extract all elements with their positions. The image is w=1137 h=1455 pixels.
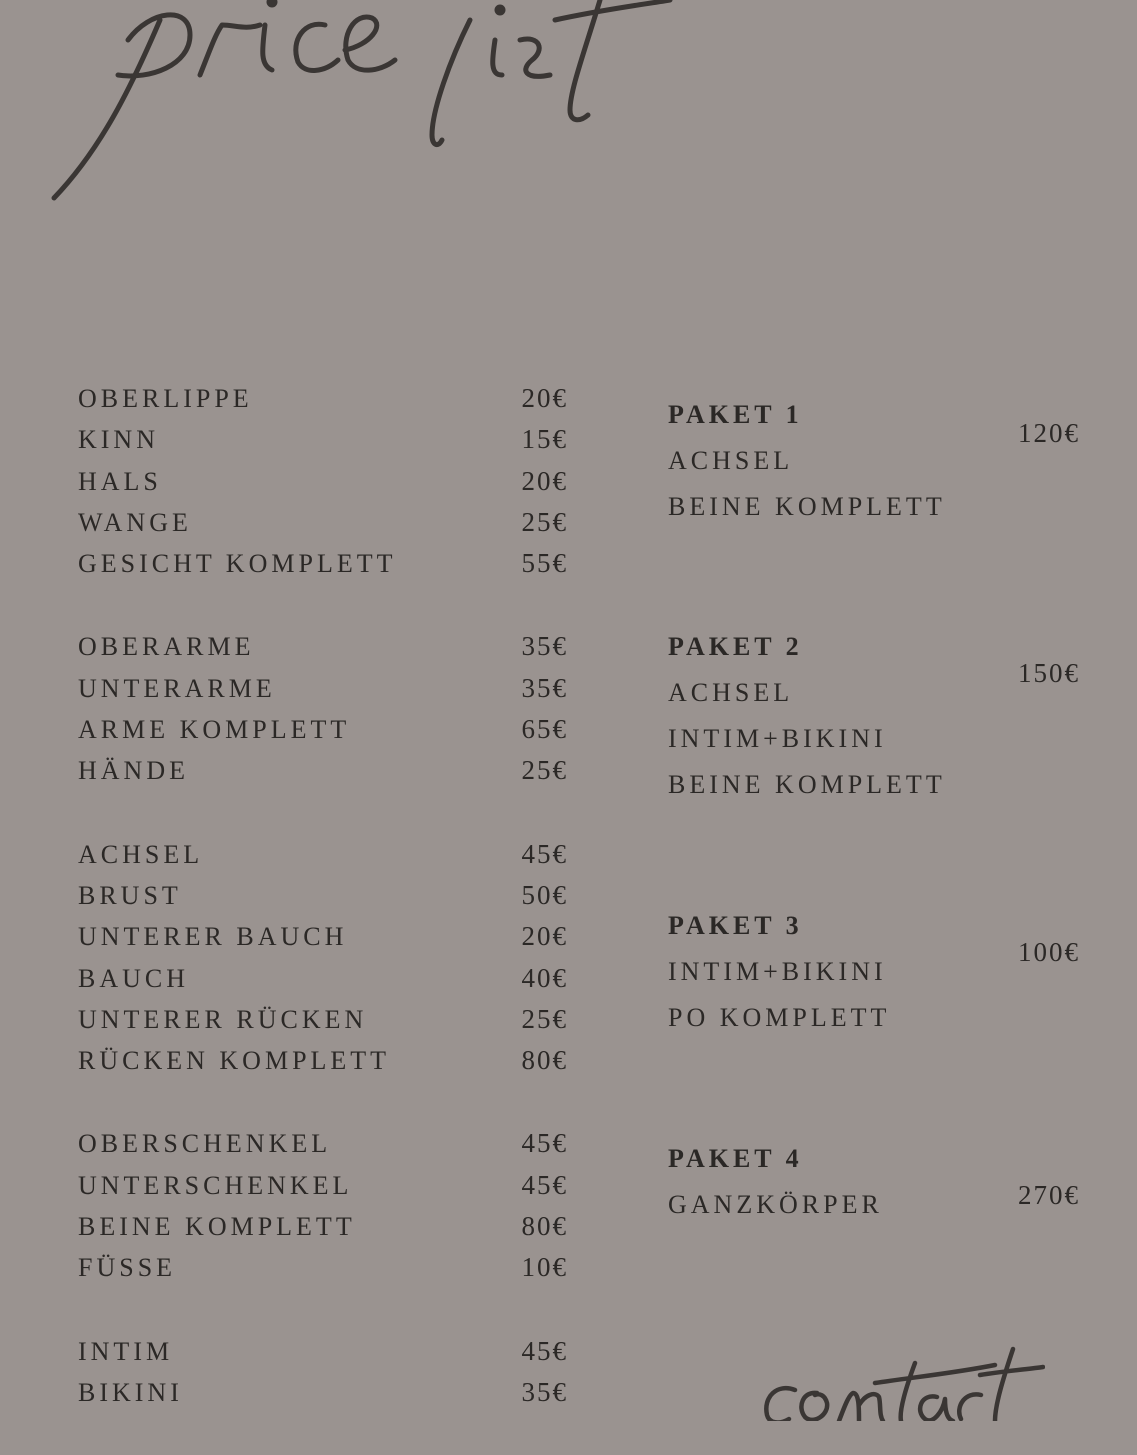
item-price: 25€: [521, 1003, 568, 1034]
item-price: 20€: [521, 921, 568, 952]
price-list-title: [40, 0, 680, 220]
price-row: [78, 502, 568, 543]
price-row: [78, 461, 568, 502]
price-row: [78, 626, 568, 667]
item-price: 80€: [521, 1045, 568, 1076]
item-price: 55€: [521, 548, 568, 579]
price-row: [78, 875, 568, 916]
item-name: BIKINI: [78, 1377, 183, 1407]
price-row: [78, 1331, 568, 1372]
price-row: [78, 958, 568, 999]
price-table: [78, 378, 568, 1455]
package-item: ACHSEL: [668, 446, 794, 475]
package-item: BEINE KOMPLETT: [668, 492, 946, 521]
package-1: [668, 392, 1080, 530]
item-price: 45€: [521, 838, 568, 869]
price-row: [78, 750, 568, 791]
item-name: GESICHT KOMPLETT: [78, 549, 397, 579]
price-row: [78, 834, 568, 875]
item-price: 80€: [521, 1211, 568, 1242]
package-4: [668, 1136, 1080, 1228]
item-price: 25€: [521, 755, 568, 786]
package-item: INTIM+BIKINI: [668, 724, 887, 753]
price-row: [78, 1206, 568, 1247]
item-name: UNTERER BAUCH: [78, 922, 348, 952]
item-name: KINN: [78, 425, 159, 455]
item-price: 45€: [521, 1169, 568, 1200]
item-name: OBERLIPPE: [78, 384, 253, 413]
item-name: BEINE KOMPLETT: [78, 1212, 356, 1242]
item-price: 20€: [521, 383, 568, 413]
item-price: 40€: [521, 962, 568, 993]
price-row: [78, 419, 568, 460]
item-name: BAUCH: [78, 963, 190, 993]
price-row: [78, 1247, 568, 1288]
package-price: 120€: [1018, 418, 1080, 448]
group-torso: [78, 834, 568, 1082]
contact-script[interactable]: [755, 1345, 1045, 1421]
price-row: [78, 1123, 568, 1164]
package-title: PAKET 3: [668, 911, 803, 940]
item-name: ACHSEL: [78, 839, 204, 869]
item-name: FÜSSE: [78, 1253, 177, 1283]
package-price: 270€: [1018, 1180, 1080, 1210]
price-row: [78, 1372, 568, 1413]
item-name: ARME KOMPLETT: [78, 715, 351, 745]
item-name: OBERARME: [78, 632, 255, 662]
item-name: UNTERSCHENKEL: [78, 1170, 353, 1200]
package-item: BEINE KOMPLETT: [668, 770, 946, 799]
item-price: 65€: [521, 714, 568, 745]
package-price: 100€: [1018, 937, 1080, 967]
price-row: [78, 668, 568, 709]
item-price: 35€: [521, 631, 568, 662]
group-intimate: [78, 1331, 568, 1414]
price-row: [78, 543, 568, 584]
item-price: 50€: [521, 879, 568, 910]
package-item: ACHSEL: [668, 678, 794, 707]
item-price: 25€: [521, 506, 568, 537]
price-row: [78, 378, 568, 419]
item-price: 35€: [521, 672, 568, 703]
item-price: 20€: [521, 465, 568, 496]
item-price: 35€: [521, 1376, 568, 1407]
price-row: [78, 1040, 568, 1081]
package-item: PO KOMPLETT: [668, 1003, 891, 1032]
package-item: GANZKÖRPER: [668, 1190, 883, 1219]
item-name: OBERSCHENKEL: [78, 1129, 332, 1159]
group-legs: [78, 1123, 568, 1288]
item-name: HALS: [78, 466, 162, 496]
item-price: 45€: [521, 1335, 568, 1366]
item-name: WANGE: [78, 507, 192, 537]
item-price: 45€: [521, 1128, 568, 1159]
package-title: PAKET 2: [668, 632, 803, 661]
package-3: [668, 903, 1080, 1041]
item-name: BRUST: [78, 880, 182, 910]
item-name: UNTERER RÜCKEN: [78, 1004, 368, 1034]
package-item: INTIM+BIKINI: [668, 957, 887, 986]
price-row: [78, 1165, 568, 1206]
item-name: HÄNDE: [78, 756, 189, 786]
item-price: 10€: [521, 1252, 568, 1283]
price-row: [78, 709, 568, 750]
price-row: [78, 916, 568, 957]
item-price: 15€: [521, 424, 568, 455]
package-title: PAKET 1: [668, 400, 803, 429]
price-row: [78, 999, 568, 1040]
package-title: PAKET 4: [668, 1144, 803, 1173]
item-name: RÜCKEN KOMPLETT: [78, 1046, 391, 1076]
group-arms: [78, 626, 568, 791]
item-name: UNTERARME: [78, 673, 276, 703]
package-2: [668, 624, 1080, 808]
package-price: 150€: [1018, 658, 1080, 688]
group-face: [78, 378, 568, 584]
item-name: INTIM: [78, 1336, 174, 1366]
